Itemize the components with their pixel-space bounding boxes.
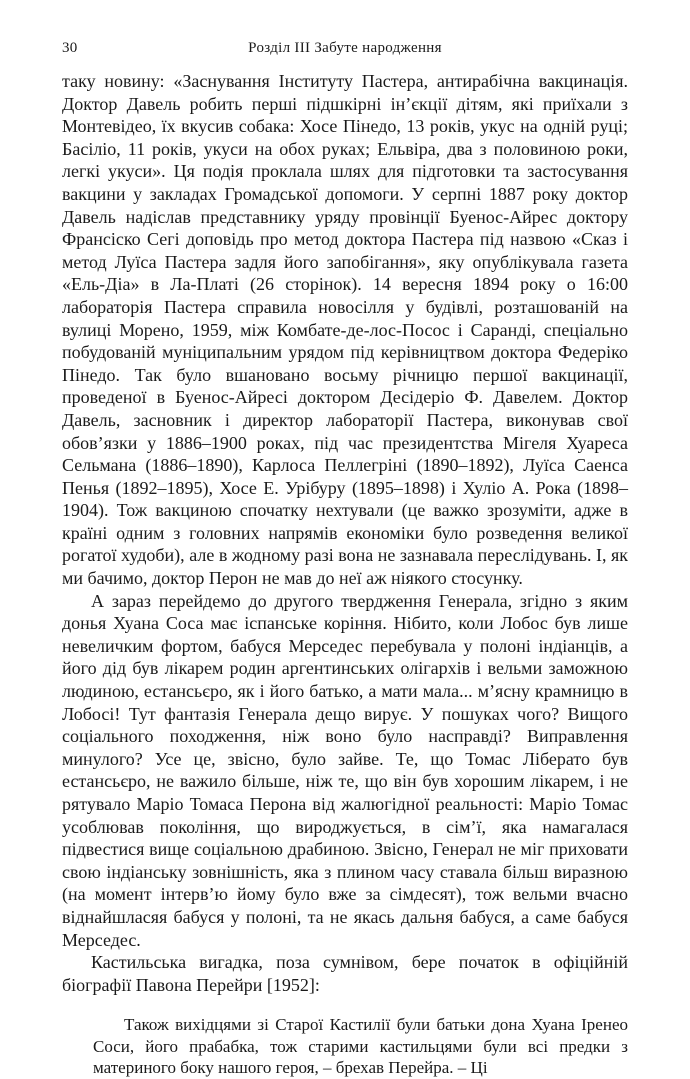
- book-page: [62, 40, 628, 1079]
- running-head: [62, 40, 628, 66]
- block-quote: Також вихідцями зі Старої Кастилії були батьки дона Хуана Іренео Соси, його прабабка, тож старими кастильцями були всі предки з материного боку нашого героя, – брехав Перейра. – Ці: [93, 1015, 628, 1078]
- chapter-title: Розділ III Забуте народження: [248, 40, 442, 56]
- paragraph-continued: таку новину: «Заснування Інституту Пастера, антирабічна вакцинація. Доктор Давель робить перші підшкірні ін’єкції дітям, які приїхали з Монтевідео, їх вкусив собака: Хосе Пінедо, 13 років, укус на одній руці; Басіліо, 11 років, укуси на обох руках; Ельвіра, два з половиною роки, легкі укуси». Ця подія проклала шлях для підготовки та застосування вакцини у закладах Громадської допомоги. У серпні 1887 року доктор Давель надіслав представнику уряду провінції Буенос-Айрес доктору Франсіско Сегі доповідь про метод доктора Пастера під назвою «Сказ і метод Луїса Пастера задля його запобігання», яку опублікувала газета «Ель-Діа» в Ла-Платі (26 сторінок). 14 вересня 1894 року о 16:00 лабораторія Пастера справила новосілля у будівлі, розташованій на вулиці Морено, 1959, між Комбате-де-лос-Посос і Саранді, спеціально побудованій муніципальним урядом під керівництвом доктора Федеріко Пінедо. Так було вшановано восьму річницю першої вакцинації, проведеної в Буенос-Айресі доктором Десідеріо Ф. Давелем. Доктор Давель, засновник і директор лабораторії Пастера, виконував свої обов’язки у 1886–1900 роках, під час президентства Мігеля Хуареса Сельмана (1886–1890), Карлоса Пеллегріні (1890–1892), Луїса Саенса Пенья (1892–1895), Хосе Е. Урібуру (1895–1898) і Хуліо А. Рока (1898–1904). Тож вакциною спочатку нехтували (це важко зрозуміти, адже в країні одним з головних напрямів економіки було розведення великої рогатої худоби), але в жодному разі вона не зазнавала переслідувань. І, як ми бачимо, доктор Перон не мав до неї аж ніякого стосунку.: [62, 71, 628, 589]
- body-text: [62, 70, 628, 1079]
- page-number: 30: [62, 40, 78, 56]
- paragraph-general-claim: А зараз перейдемо до другого твердження Генерала, згідно з яким донья Хуана Соса має іспанське коріння. Нібито, коли Лобос був лише невеличким фортом, бабуся Мерседес перебувала у полоні індіанців, а його дід був лікарем родин аргентинських олігархів і вельми заможною людиною, естансьєро, як і його батько, а мати мала... м’ясну крамницю в Лобосі! Тут фантазія Генерала дещо вирує. У пошуках чого? Вищого соціального походження, ніж воно було насправді? Виправлення минулого? Усе це, звісно, було зайве. Те, що Томас Ліберато був естансьєро, не важило більше, ніж те, що він був хорошим лікарем, і не рятувало Маріо Томаса Перона від жалюгідної реальності: Маріо Томас усоблював покоління, що вироджується, в сім’ї, яка намагалася підвестися вище соціальною драбиною. Звісно, Генерал не міг приховати свою індіанську зовнішність, яка з плином часу ставала більш виразною (на момент інтерв’ю йому було вже за сімдесят), тож вельми вчасно віднайшласяя бабуся у полоні, та не якась дальня бабуся, а саме бабуся Мерседес.: [62, 590, 628, 950]
- paragraph-castilian-fiction: Кастильська вигадка, поза сумнівом, бере початок в офіційній біографії Павона Перейри [1952]:: [62, 952, 628, 995]
